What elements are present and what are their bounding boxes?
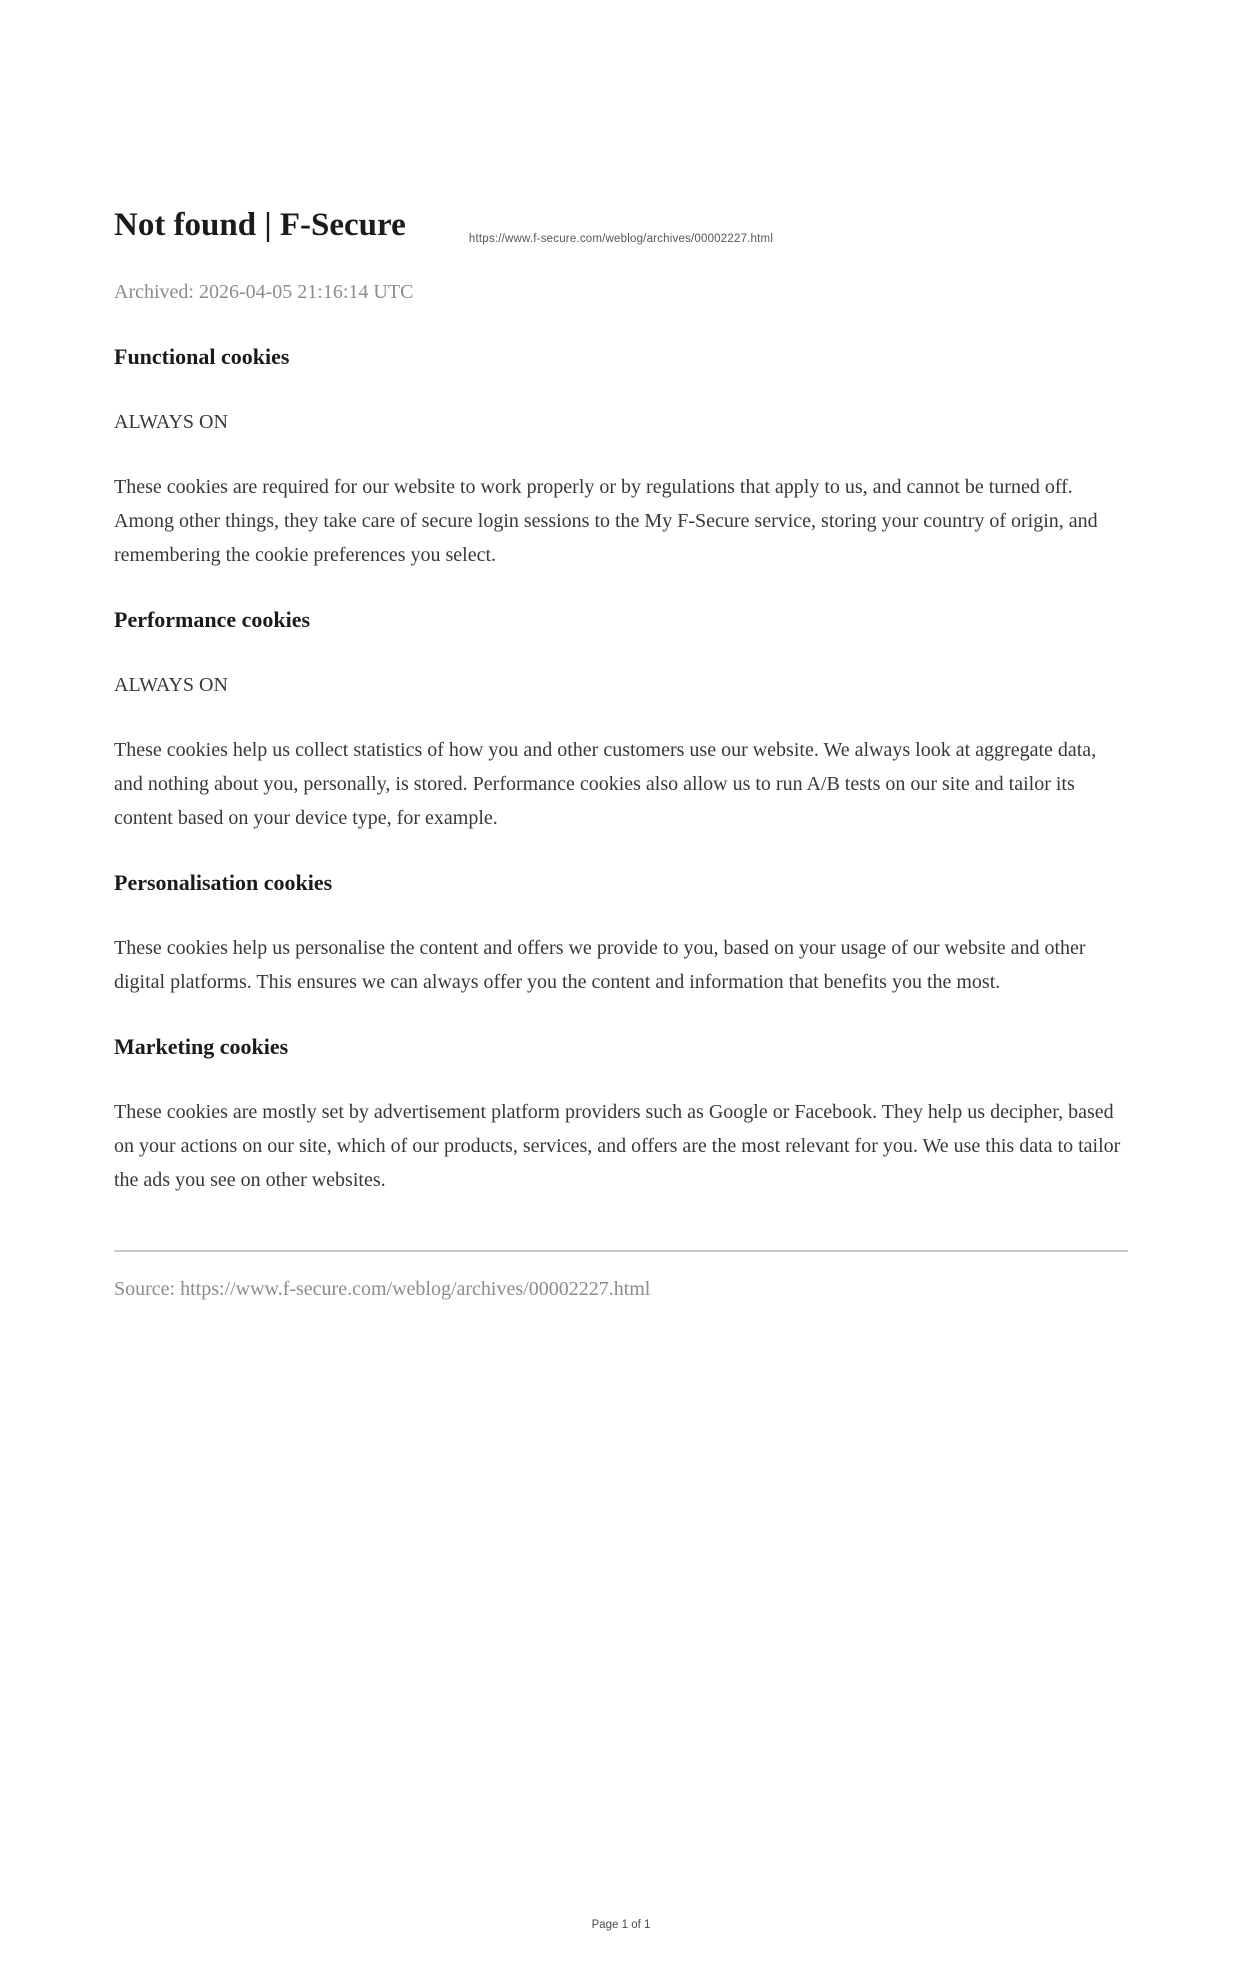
section-heading: Performance cookies: [114, 607, 311, 632]
page-title: Not found | F-Secure: [114, 207, 406, 243]
section-body: These cookies help us collect statistics of how you and other customers use our website. We always look at aggregate data, and nothing about you, personally, is stored. Performance cookies also allow us to run A/B tests on our site and tailor its content based on your device type, for example.: [114, 739, 1097, 829]
section-heading: Personalisation cookies: [114, 870, 333, 895]
source-url: Source: https://www.f-secure.com/weblog/archives/00002227.html: [114, 1278, 651, 1300]
page: [0, 205, 1242, 1961]
section-personalisation-cookies: [114, 866, 1128, 999]
section-performance-cookies: [114, 603, 1128, 835]
section-heading: Functional cookies: [114, 344, 290, 369]
always-on-status: ALWAYS ON: [114, 674, 228, 696]
archived-document: [0, 205, 1242, 1306]
section-heading: Marketing cookies: [114, 1034, 289, 1059]
print-header-url: https://www.f-secure.com/weblog/archives/00002227.html: [468, 233, 774, 245]
section-body: These cookies are required for our website to work properly or by regulations that apply to us, and cannot be turned off. Among other things, they take care of secure login sessions to the My F-Secure service, storing your country of origin, and remembering the cookie preferences you select.: [114, 476, 1098, 566]
always-on-status: ALWAYS ON: [114, 411, 228, 433]
section-marketing-cookies: [114, 1030, 1128, 1197]
section-body: These cookies help us personalise the content and offers we provide to you, based on your usage of our website and other digital platforms. This ensures we can always offer you the content and information that benefits you the most.: [114, 937, 1086, 993]
source-divider: [114, 1250, 1128, 1252]
archived-timestamp: Archived: 2026-04-05 21:16:14 UTC: [114, 281, 414, 303]
section-functional-cookies: [114, 340, 1128, 572]
section-body: These cookies are mostly set by advertisement platform providers such as Google or Facebook. They help us decipher, based on your actions on our site, which of our products, services, and offers are the most relevant for you. We use this data to tailor the ads you see on other websites.: [114, 1101, 1121, 1191]
page-number: Page 1 of 1: [591, 1919, 651, 1931]
